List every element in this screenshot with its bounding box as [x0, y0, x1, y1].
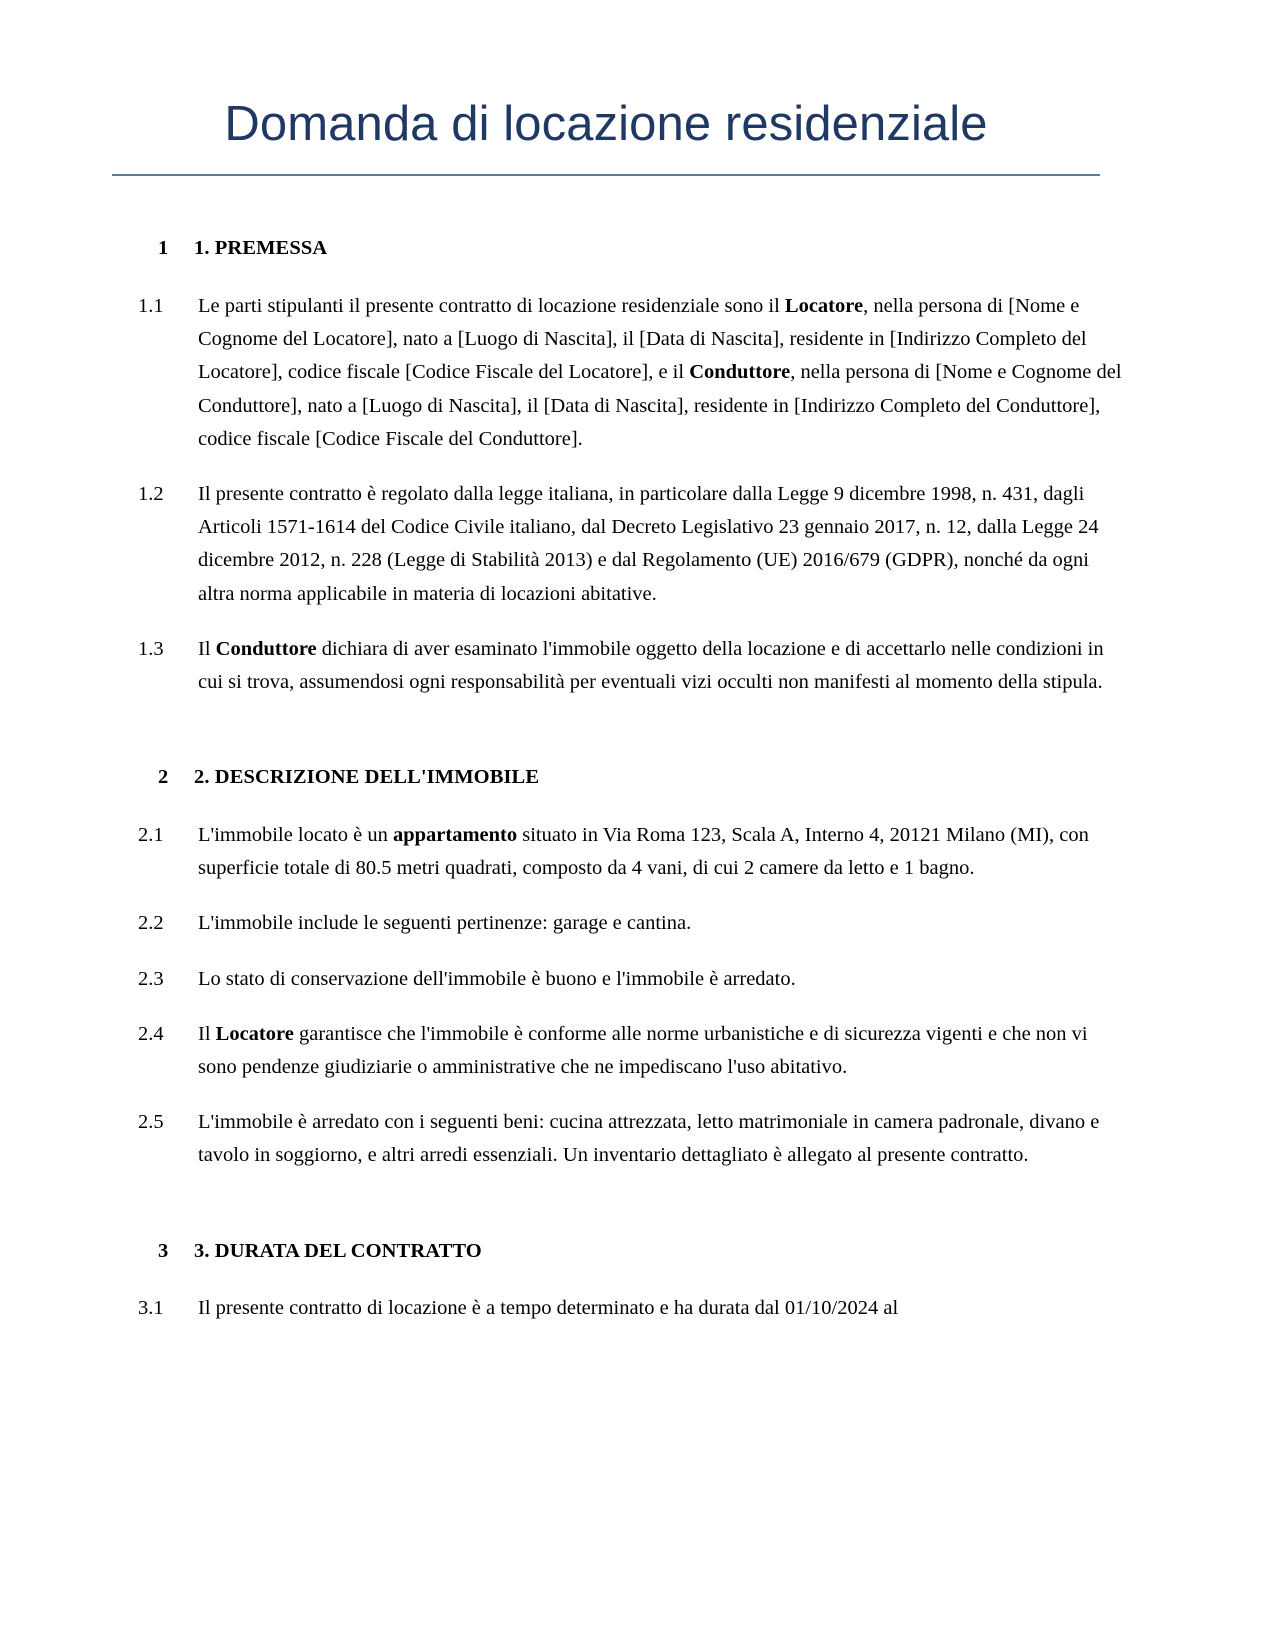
clause-text-emphasis: Locatore [215, 1022, 294, 1045]
clause-text-emphasis: Conduttore [215, 637, 317, 660]
section-number: 3 [158, 1239, 169, 1262]
clause-number: 1.2 [138, 483, 164, 506]
clause-text-run: Il presente contratto di locazione è a tempo determinato e ha durata dal 01/10/2024 al [198, 1297, 899, 1320]
clause [138, 633, 1125, 699]
clause-text [198, 633, 1125, 699]
section-heading [138, 1237, 1125, 1267]
clause [138, 907, 1125, 940]
title-block [0, 0, 1275, 176]
clause-text [198, 1018, 1125, 1084]
clause-text-run: Lo stato di conservazione dell'immobile è buono e l'immobile è arredato. [198, 967, 796, 990]
clause-text-run: Il presente contratto è regolato dalla legge italiana, in particolare dalla Legge 9 dicembre 1998, n. 431, dagli Articoli 1571-1614 del Codice Civile italiano, dal Decreto Legislativo 23 gennaio 2017, n. 12, dalla Legge 24 dicembre 2012, n. 228 (Legge di Stabilità 2013) e dal Regolamento (UE) 2016/679 (GDPR), nonché da ogni altra norma applicabile in materia di locazioni abitative. [198, 483, 1099, 605]
clause-text-run: Il [198, 637, 216, 660]
clause-text [198, 907, 1125, 940]
clause-text [198, 963, 1125, 996]
section-title: 3. DURATA DEL CONTRATTO [194, 1239, 482, 1262]
clause-text [198, 819, 1125, 885]
clause-text-run: L'immobile locato è un [198, 824, 393, 847]
clause-text-emphasis: Locatore [784, 295, 864, 318]
section-title: 1. PREMESSA [194, 237, 328, 260]
clause-number: 2.1 [138, 824, 164, 847]
section-number: 1 [158, 237, 169, 260]
clause-text [198, 290, 1125, 456]
clause-text-run: L'immobile è arredato con i seguenti beni: cucina attrezzata, letto matrimoniale in camera padronale, divano e tavolo in soggiorno, e altri arredi essenziali. Un inventario dettagliato è allegato al presente contratto. [198, 1111, 1100, 1167]
clause [138, 963, 1125, 996]
clause-text [198, 1292, 1125, 1325]
section-number: 2 [158, 766, 169, 789]
clause [138, 478, 1125, 611]
clause [138, 1106, 1125, 1172]
clause-number: 3.1 [138, 1297, 164, 1320]
clause [138, 290, 1125, 456]
clause [138, 1018, 1125, 1084]
clause [138, 1292, 1125, 1325]
clause-number: 2.4 [138, 1022, 164, 1045]
section-heading [138, 763, 1125, 793]
document-body [0, 176, 1275, 1325]
clause-text-run: , nella persona di [Nome e Cognome del Locatore], nato a [Luogo di Nascita], il [Data di Nascita], residente in [Indirizzo Completo del Locatore], codice fiscale [Codice Fiscale del Locatore], e il [198, 295, 1087, 384]
clause-number: 1.3 [138, 637, 164, 660]
clause-number: 2.2 [138, 912, 164, 935]
clause-number: 1.1 [138, 295, 164, 318]
clause-text-run: L'immobile include le seguenti pertinenze: garage e cantina. [198, 912, 692, 935]
page-title: Domanda di locazione residenziale [224, 97, 988, 151]
clause-number: 2.3 [138, 967, 164, 990]
section-heading [138, 234, 1125, 264]
clause-text-emphasis: appartamento [392, 824, 518, 847]
clause-text [198, 478, 1125, 611]
clause-text [198, 1106, 1125, 1172]
clause-text-run: Le parti stipulanti il presente contratto di locazione residenziale sono il [198, 295, 785, 318]
clause-text-run: garantisce che l'immobile è conforme alle norme urbanistiche e di sicurezza vigenti e che non vi sono pendenze giudiziarie o amministrative che ne impediscano l'uso abitativo. [198, 1022, 1088, 1079]
clause-text-run: Il [198, 1022, 216, 1045]
clause [138, 819, 1125, 885]
clause-text-emphasis: Conduttore [689, 361, 791, 384]
section-title: 2. DESCRIZIONE DELL'IMMOBILE [194, 766, 540, 789]
clause-text-run: dichiara di aver esaminato l'immobile oggetto della locazione e di accettarlo nelle condizioni in cui si trova, assumendosi ogni responsabilità per eventuali vizi occulti non manifesti al momento della stipula. [198, 637, 1104, 694]
clause-text-run: situato in Via Roma 123, Scala A, Interno 4, 20121 Milano (MI), con superficie totale di 80.5 metri quadrati, composto da 4 vani, di cui 2 camere da letto e 1 bagno. [198, 824, 1089, 880]
clause-number: 2.5 [138, 1111, 164, 1134]
clause-text-run: , nella persona di [Nome e Cognome del Conduttore], nato a [Luogo di Nascita], il [Data di Nascita], residente in [Indirizzo Completo del Conduttore], codice fiscale [Codice Fiscale del Conduttore]. [198, 361, 1122, 450]
